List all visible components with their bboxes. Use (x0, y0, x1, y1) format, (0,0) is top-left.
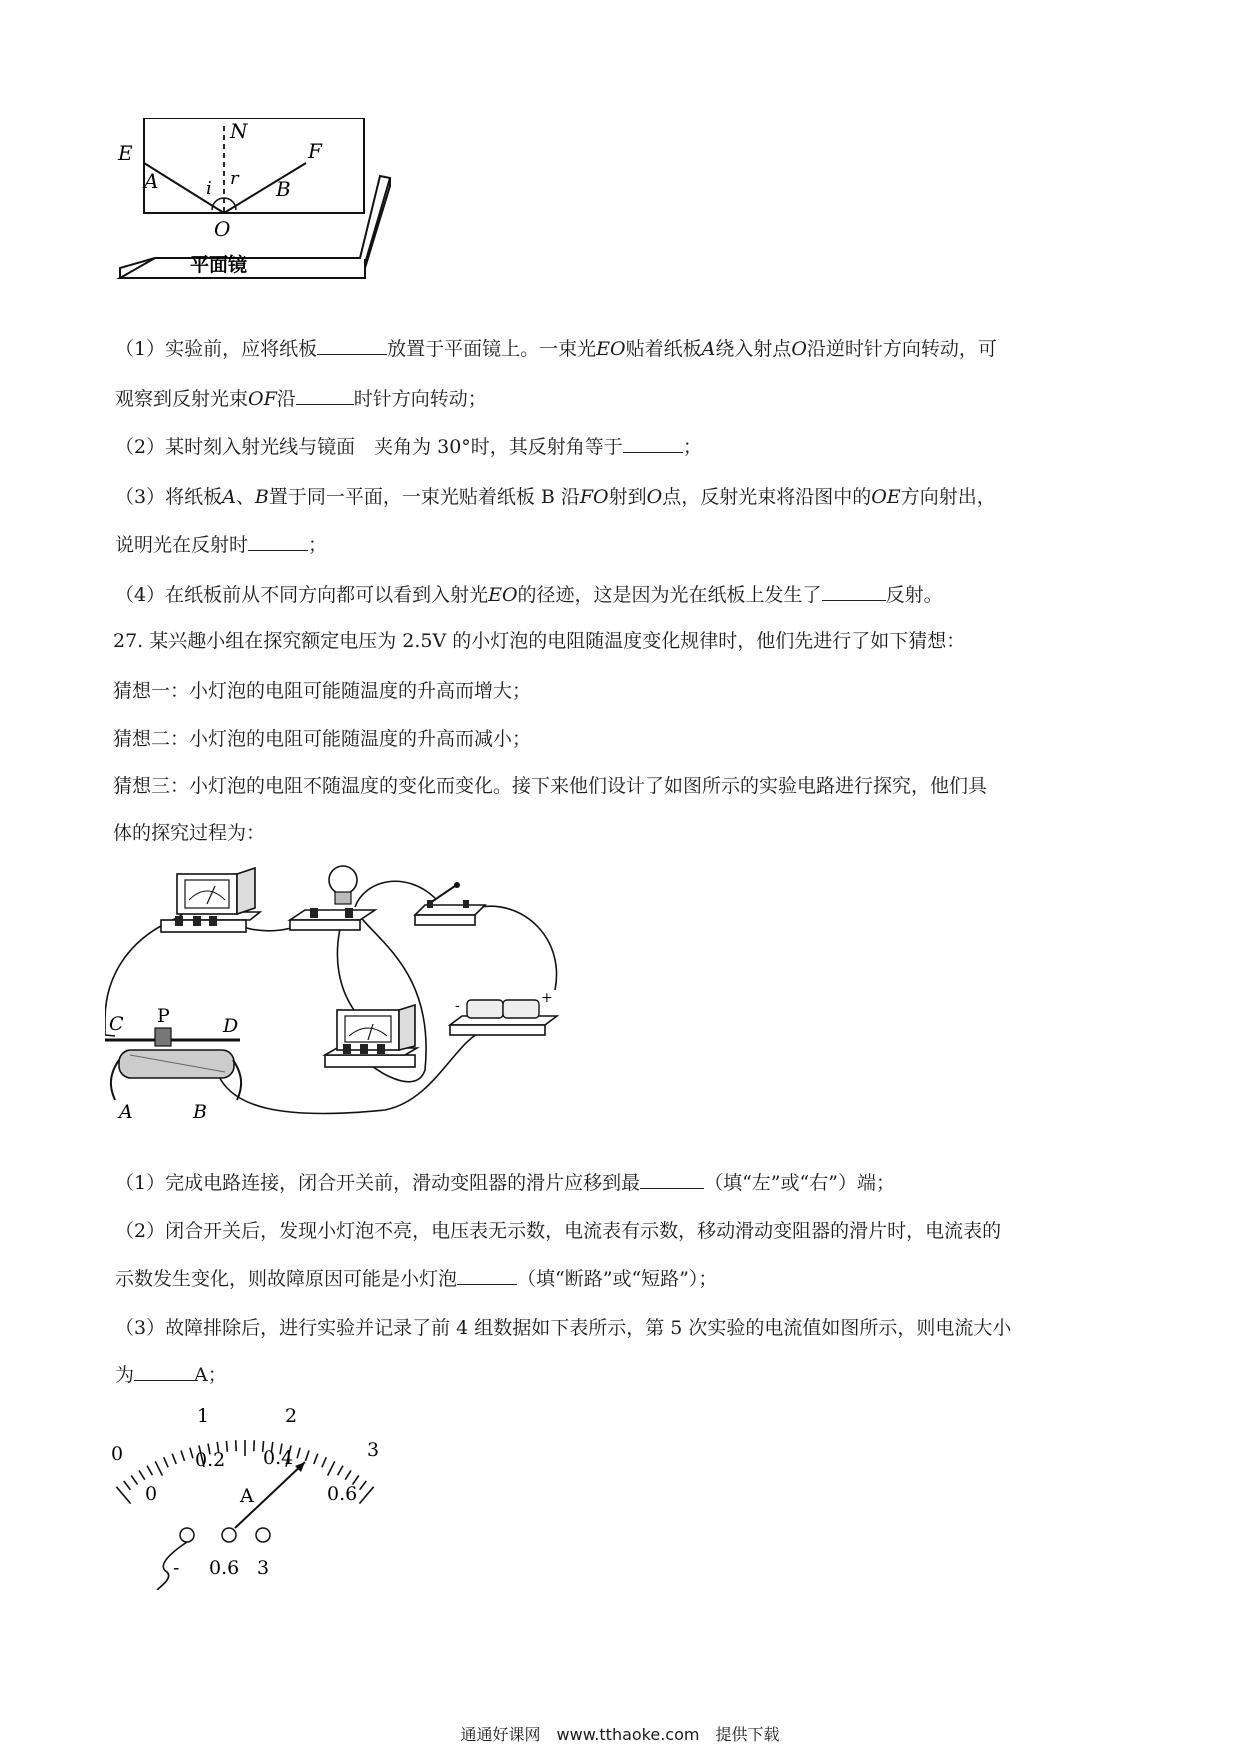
q27-guess3-line2: 体的探究过程为： (113, 822, 266, 844)
dial-tick (226, 1441, 227, 1452)
dial-tick (172, 1454, 176, 1464)
bottom-scale-0: 0 (145, 1483, 158, 1505)
terminal-label-0.6: 0.6 (209, 1557, 240, 1579)
rheostat-device (105, 1005, 241, 1123)
voltmeter-device (325, 1005, 417, 1067)
label-D: D (223, 1015, 239, 1037)
top-scale-0: 0 (111, 1443, 124, 1465)
answer-blank[interactable] (457, 1266, 517, 1285)
mirror-reflection-figure (110, 118, 400, 293)
q27-part3-line1: （3）故障排除后，进行实验并记录了前 4 组数据如下表所示，第 5 次实验的电流值如图所示，则电流大小 (115, 1317, 1012, 1339)
q26-part3-line2: 说明光在反射时 ； (115, 534, 328, 556)
bottom-scale-0.4: 0.4 (263, 1447, 294, 1469)
dial-tick (314, 1454, 318, 1464)
top-scale-3: 3 (367, 1439, 380, 1461)
paper-board (144, 118, 364, 213)
label-O: O (214, 217, 231, 241)
battery-minus-label: - (455, 998, 460, 1014)
label-C: C (109, 1013, 124, 1035)
label-P: P (157, 1005, 170, 1027)
label-A: A (119, 1101, 133, 1123)
dial-tick (322, 1457, 326, 1467)
dial-tick (254, 1440, 255, 1451)
q26-part3-line1: （3）将纸板A、B置于同一平面，一束光贴着纸板 B 沿FO射到O点，反射光束将沿图中的OE方向射出， (115, 486, 996, 508)
q27-guess1: 猜想一：小灯泡的电阻可能随温度的升高而增大； (113, 680, 532, 702)
dial-tick (345, 1470, 351, 1479)
dial-tick (116, 1487, 130, 1504)
terminal-0.6 (222, 1528, 236, 1542)
dial-tick (124, 1481, 131, 1490)
dial-tick (328, 1461, 335, 1475)
dial-tick (139, 1470, 145, 1479)
unit-label: A (240, 1485, 254, 1507)
terminal-label-3: 3 (257, 1557, 270, 1579)
dial-tick (147, 1466, 152, 1476)
label-A: A (144, 169, 159, 193)
lead-wire (157, 1542, 187, 1590)
label-E: E (118, 141, 133, 165)
q27-part1: （1）完成电路连接，闭合开关前，滑动变阻器的滑片应移到最 （填“左”或“右”）端； (115, 1172, 895, 1194)
q26-part1-line1: （1）实验前，应将纸板 放置于平面镜上。一束光EO贴着纸板A绕入射点O沿逆时针方向转动，可 (115, 338, 997, 360)
answer-blank[interactable] (623, 434, 683, 453)
battery-plus-label: + (541, 990, 553, 1006)
dial-tick (338, 1466, 343, 1476)
top-scale-1: 1 (197, 1405, 210, 1427)
bottom-scale-0.6: 0.6 (327, 1483, 358, 1505)
dial-tick (359, 1487, 373, 1504)
q26-part4: （4）在纸板前从不同方向都可以看到入射光EO的径迹，这是因为光在纸板上发生了 反射。 (115, 584, 943, 606)
bottom-scale-0.2: 0.2 (195, 1449, 226, 1471)
answer-blank[interactable] (134, 1362, 194, 1381)
q27-guess2: 猜想二：小灯泡的电阻可能随温度的升高而减小； (113, 728, 532, 750)
answer-blank[interactable] (640, 1170, 704, 1189)
dial-tick (155, 1461, 162, 1475)
page-footer: 通通好课网 www.tthaoke.com 提供下载 (460, 1725, 780, 1744)
ammeter-dial-figure (105, 1400, 395, 1590)
answer-blank[interactable] (317, 336, 387, 355)
lamp-device (290, 866, 375, 930)
q26-part2: （2）某时刻入射光线与镜面 夹角为 30°时，其反射角等于 ； (115, 436, 702, 458)
q27-part3-line2: 为 A； (115, 1364, 227, 1386)
switch-device (415, 882, 485, 925)
q26-part1-line2: 观察到反射光束OF沿 时针方向转动； (115, 388, 487, 410)
q27-intro: 27. 某兴趣小组在探究额定电压为 2.5V 的小灯泡的电阻随温度变化规律时，他们先进行了如下猜想： (113, 630, 966, 652)
dial-tick (306, 1451, 310, 1461)
q27-part2-line2: 示数发生变化，则故障原因可能是小灯泡 （填“断路”或“短路”）； (115, 1268, 718, 1290)
ammeter-device (161, 868, 260, 932)
label-F: F (308, 139, 322, 163)
dial-tick (360, 1481, 367, 1490)
q27-part2-line1: （2）闭合开关后，发现小灯泡不亮，电压表无示数，电流表有示数，移动滑动变阻器的滑片时，电流表的 (115, 1220, 1002, 1242)
answer-blank[interactable] (296, 386, 354, 405)
answer-blank[interactable] (248, 532, 308, 551)
terminal-3 (256, 1528, 270, 1542)
top-scale-2: 2 (285, 1405, 298, 1427)
mirror-label: 平面镜 (190, 254, 248, 276)
q27-guess3-line1: 猜想三：小灯泡的电阻不随温度的变化而变化。接下来他们设计了如图所示的实验电路进行探究，他们具 (113, 775, 988, 797)
dial-tick (181, 1451, 185, 1461)
terminal-minus (180, 1528, 194, 1542)
mirror-plate (120, 176, 390, 278)
label-B: B (193, 1101, 207, 1123)
terminal-label-minus: - (173, 1557, 180, 1579)
label-N: N (230, 119, 248, 143)
answer-blank[interactable] (822, 582, 886, 601)
dial-tick (297, 1448, 300, 1459)
dial-tick (131, 1476, 137, 1485)
label-i: i (206, 178, 212, 199)
circuit-figure (105, 860, 645, 1145)
label-r: r (230, 168, 239, 189)
dial-tick (164, 1457, 168, 1467)
label-B: B (276, 177, 291, 201)
dial-tick (190, 1448, 193, 1459)
dial-tick (236, 1440, 237, 1451)
battery-device (450, 990, 557, 1035)
